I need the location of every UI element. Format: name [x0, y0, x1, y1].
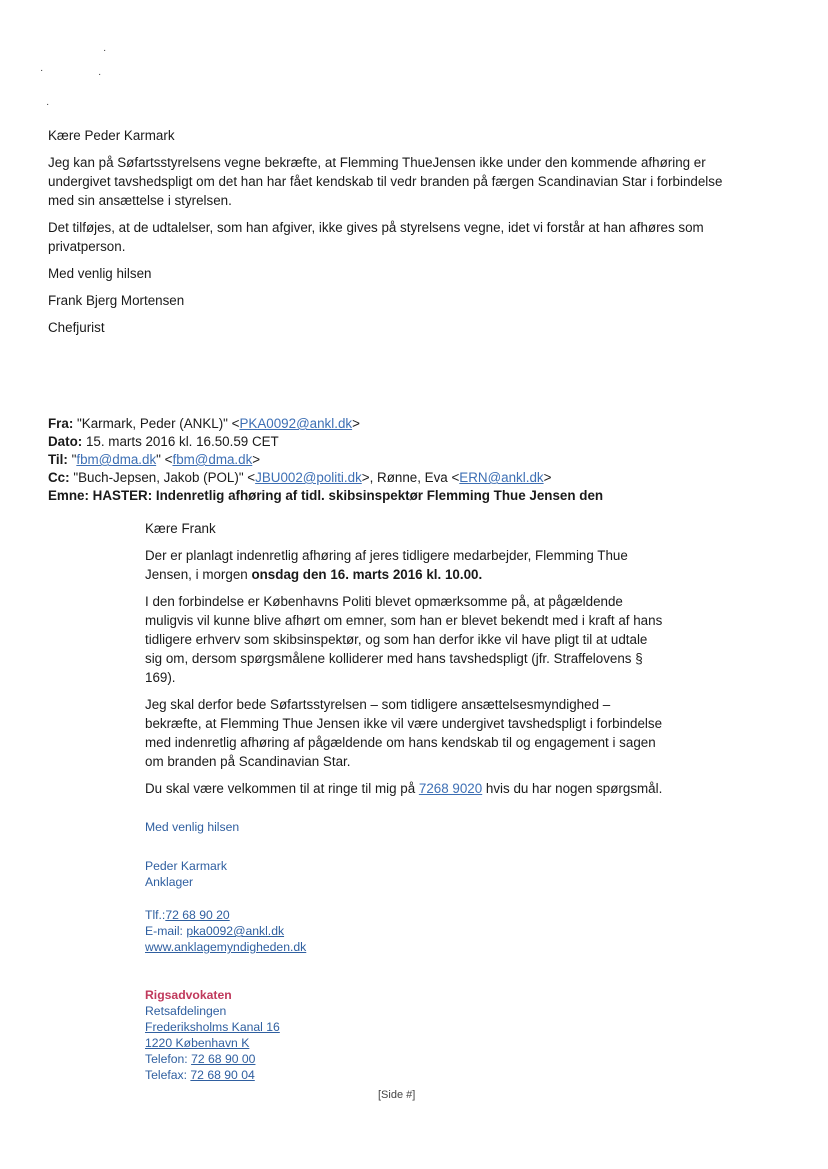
from-email-link[interactable]: PKA0092@ankl.dk	[239, 416, 353, 431]
signature-department: Retsafdelingen	[145, 1004, 227, 1018]
signature-city-link[interactable]: 1220 København K	[145, 1036, 250, 1050]
signature-closing-block	[145, 819, 445, 835]
original-paragraph: Jeg skal derfor bede Søfartsstyrelsen – som tidligere ansættelsesmyndighed – bekræfte, at Flemming Thue Jensen ikke vil være undergivet tavshedspligt i forbindelse med indenretlig afhøring af pågældende om hans kendskab til og engagement i sagen om branden på Scandinavian Star.	[145, 697, 663, 769]
original-salutation: Kære Frank	[145, 521, 216, 536]
phone-link[interactable]: 7268 9020	[418, 781, 483, 796]
to-email-link[interactable]: fbm@dma.dk	[76, 452, 157, 467]
signature-telefon: Telefon: 72 68 90 00	[145, 1052, 256, 1066]
signature-street-link[interactable]: Frederiksholms Kanal 16	[145, 1020, 280, 1034]
scan-speck: ·	[103, 45, 107, 56]
page-footer: [Side #]	[378, 1089, 416, 1101]
reply-salutation: Kære Peder Karmark	[48, 128, 175, 143]
signature-email-link[interactable]: pka0092@ankl.dk	[186, 924, 285, 938]
scan-speck: ·	[40, 65, 44, 76]
signature-street	[145, 1019, 445, 1035]
signature-tlf: Tlf.:72 68 90 20	[145, 908, 230, 922]
signature-address-block	[145, 987, 445, 1083]
original-message-body	[145, 519, 665, 806]
to-email-link[interactable]: fbm@dma.dk	[172, 452, 253, 467]
signature-web	[145, 939, 445, 955]
signature-telefax-link[interactable]: 72 68 90 04	[190, 1068, 255, 1082]
reply-paragraph: Det tilføjes, at de udtalelser, som han afgiver, ikke gives på styrelsens vegne, idet vi forstår at han afhøres som privatperson.	[48, 220, 704, 254]
reply-sender-title: Chefjurist	[48, 320, 105, 335]
signature-telefon-link[interactable]: 72 68 90 00	[191, 1052, 256, 1066]
signature-web-link[interactable]: www.anklagemyndigheden.dk	[145, 940, 307, 954]
scan-speck: ·	[98, 69, 102, 80]
original-paragraph: Du skal være velkommen til at ringe til mig på 7268 9020 hvis du har nogen spørgsmål.	[145, 781, 663, 796]
header-from: Fra: "Karmark, Peder (ANKL)" <PKA0092@ankl.dk>	[48, 416, 360, 431]
header-to: Til: "fbm@dma.dk" <fbm@dma.dk>	[48, 452, 261, 467]
signature-telefax: Telefax: 72 68 90 04	[145, 1068, 255, 1082]
header-date: Dato: 15. marts 2016 kl. 16.50.59 CET	[48, 434, 279, 449]
signature-contact-block	[145, 907, 445, 955]
reply-sender-name: Frank Bjerg Mortensen	[48, 293, 185, 308]
signature-city	[145, 1035, 445, 1051]
cc-email-link[interactable]: ERN@ankl.dk	[459, 470, 544, 485]
reply-body	[48, 126, 738, 345]
scan-speck: ·	[46, 99, 50, 110]
reply-closing: Med venlig hilsen	[48, 266, 152, 281]
signature-tlf-link[interactable]: 72 68 90 20	[165, 908, 230, 922]
signature-closing: Med venlig hilsen	[145, 820, 240, 834]
header-subject: Emne: HASTER: Indenretlig afhøring af tidl. skibsinspektør Flemming Thue Jensen den	[48, 488, 604, 503]
signature-organization: Rigsadvokaten	[145, 988, 232, 1002]
signature-name: Peder Karmark	[145, 859, 227, 873]
original-paragraph: I den forbindelse er Københavns Politi blevet opmærksomme på, at pågældende muligvis vil kunne blive afhørt om emner, som han er blevet bekendt med i kraft af hans tidligere erhverv som skibsinspektør, og som han derfor ikke vil have pligt til at udtale sig om, dersom spørgsmålene kolliderer med hans tavshedspligt (jfr. Straffelovens § 169).	[145, 594, 663, 685]
cc-email-link[interactable]: JBU002@politi.dk	[255, 470, 362, 485]
original-paragraph: Der er planlagt indenretlig afhøring af jeres tidligere medarbejder, Flemming Thue Jensen, i morgen onsdag den 16. marts 2016 kl. 10.00.	[145, 548, 628, 582]
signature-email: E-mail: pka0092@ankl.dk	[145, 924, 285, 938]
header-cc: Cc: "Buch-Jepsen, Jakob (POL)" <JBU002@politi.dk>, Rønne, Eva <ERN@ankl.dk>	[48, 470, 552, 485]
signature-name-block	[145, 858, 445, 890]
signature-role: Anklager	[145, 875, 194, 889]
reply-paragraph: Jeg kan på Søfartsstyrelsens vegne bekræfte, at Flemming ThueJensen ikke under den kommende afhøring er undergivet tavshedspligt om det han har fået kendskab til vedr branden på færgen Scandinavian Star i forbindelse med sin ansættelse i styrelsen.	[48, 155, 723, 208]
email-header	[48, 415, 808, 505]
